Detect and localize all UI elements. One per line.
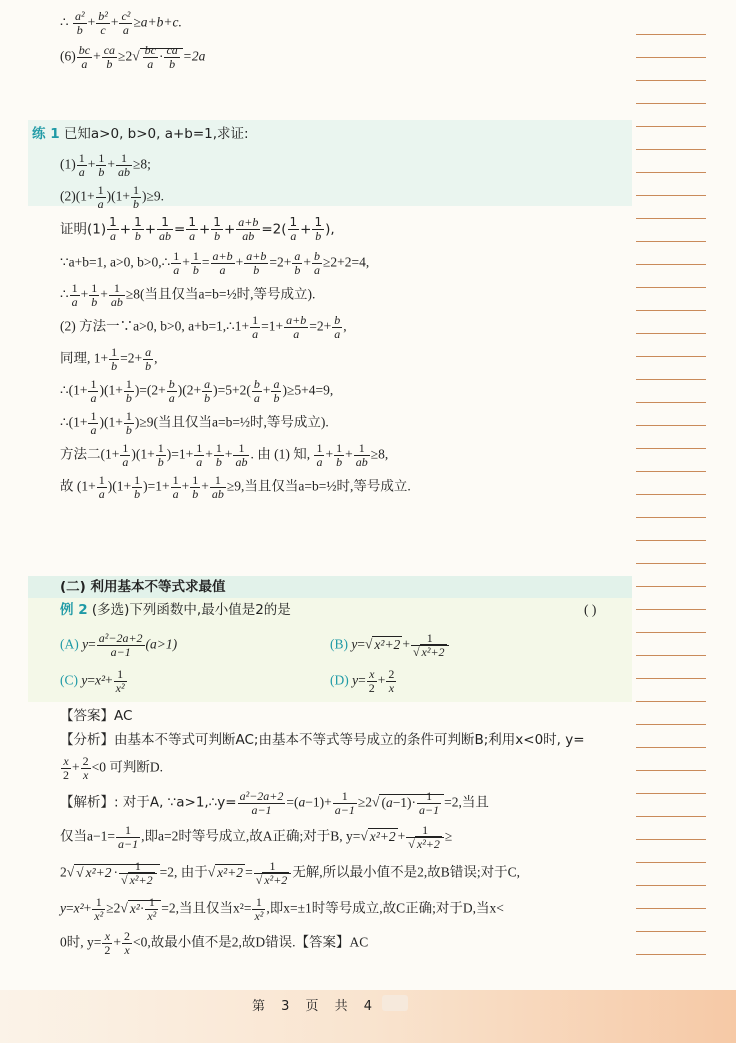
option-d: (D) y= $\frac{x}{2}$ + $\frac{2}{x}$ — [330, 667, 395, 695]
example-statement: 例 2 (多选)下列函数中,最小值是2的是 — [60, 602, 291, 618]
top-line-1: ∴ $\frac{\text{a²}}{b}$ + $\frac{\text{b²}}{c}$ + $\frac{\text{c²}}{a}$ ≥a+b+c. — [60, 9, 182, 37]
solution-line-2: 仅当a−1= $\frac{1}{a-1}$ ,即a=2时等号成立,故A正确;对于B, y=√ x²+2 + $\frac{1}{\text{√ x²+2}}$ ≥ — [60, 823, 453, 851]
analysis-line: 【分析】由基本不等式可判断AC;由基本不等式等号成立的条件可判断B;利用x<0时, y= — [60, 732, 585, 748]
answer-line: 【答案】AC — [60, 708, 133, 724]
solution-line-3: 2√ √ x²+2 · $\frac{1}{\text{√ x²+2}}$ =2, 由于√ x²+2 = $\frac{1}{\text{√ x²+2}}$ 无解,所以最小值不是2,故B错误;对于C, — [60, 859, 520, 887]
page-number: 第 3 页 共 4 — [252, 999, 379, 1014]
proof-line-2: ∵a+b=1, a>0, b>0,∴ $\frac{1}{a}$ + $\frac{1}{b}$ = $\frac{a+b}{a}$ + $\frac{a+b}{b}$ =2+ $\frac{a}{b}$ + $\frac{b}{a}$ ≥2+2=4, — [60, 249, 370, 277]
exercise-statement: 练 1 已知a>0, b>0, a+b=1,求证: — [32, 126, 249, 142]
final-line-1: ∴(1+ $\frac{1}{a}$ )(1+ $\frac{1}{b}$ )=(2+ $\frac{b}{a}$ )(2+ $\frac{a}{b}$ )=5+2( $\frac{b}{a}$ + $\frac{a}{b}$ )≥5+4=9, — [60, 377, 334, 405]
solution-line-4: y=x²+ $\frac{1}{\text{x²}}$ ≥2√ x²· $\frac{1}{\text{x²}}$ =2,当且仅当x²= $\frac{1}{\text{x²}}$ ,即x=±1时等号成立,故C正确;对于D,当x< — [60, 895, 504, 923]
final-line-2: ∴(1+ $\frac{1}{a}$ )(1+ $\frac{1}{b}$ )≥9(当且仅当a=b=½时,等号成立). — [60, 409, 329, 437]
option-b: (B) y=√ x²+2 + $\frac{1}{\text{√ x²+2}}$ — [330, 632, 450, 659]
proof-line-1: 证明(1) $\frac{1}{a}$ + $\frac{1}{b}$ + $\frac{1}{ab}$ = $\frac{1}{a}$ + $\frac{1}{b}$ + $\frac{a+b}{ab}$ =2( $\frac{1}{a}$ + $\frac{1}{b}$ ), — [60, 215, 335, 243]
solution-line-5: 0时, y= $\frac{x}{2}$ + $\frac{2}{x}$ <0,故最小值不是2,故D错误.【答案】AC — [60, 929, 369, 957]
top-line-2: (6) $\frac{bc}{a}$ + $\frac{ca}{b}$ ≥2√ $\frac{bc}{a}$ · $\frac{ca}{b}$ =2a — [60, 43, 206, 71]
conclusion-line: 故 (1+ $\frac{1}{a}$ )(1+ $\frac{1}{b}$ )=1+ $\frac{1}{a}$ + $\frac{1}{b}$ + $\frac{1}{ab}$ ≥9,当且仅当a=b=½时,等号成立. — [60, 473, 411, 501]
analysis-line-2: $\frac{x}{2}$ + $\frac{2}{x}$ <0 可判断D. — [63, 754, 163, 782]
proof-line-3: ∴ $\frac{1}{a}$ + $\frac{1}{b}$ + $\frac{1}{ab}$ ≥8(当且仅当a=b=½时,等号成立). — [60, 281, 316, 309]
section-title: (二) 利用基本不等式求最值 — [60, 579, 226, 595]
answer-paren: ( ) — [584, 602, 597, 617]
exercise-item-2: (2)(1+ $\frac{1}{a}$ )(1+ $\frac{1}{b}$ )≥9. — [60, 183, 165, 211]
method1-line: (2) 方法一∵a>0, b>0, a+b=1,∴1+ $\frac{1}{a}$ =1+ $\frac{a+b}{a}$ =2+ $\frac{b}{a}$ , — [60, 313, 347, 341]
method2-line: 方法二(1+ $\frac{1}{a}$ )(1+ $\frac{1}{b}$ )=1+ $\frac{1}{a}$ + $\frac{1}{b}$ + $\frac{1}{ab}$ . 由 (1) 知, $\frac{1}{a}$ + $\frac{1}{b}$ + $\frac{1}{ab}$ ≥8, — [60, 441, 389, 469]
option-a: (A) y= $\frac{\text{a²−2a+2}}{a-1}$ (a>1) — [60, 631, 178, 659]
exercise-item-1: (1) $\frac{1}{a}$ + $\frac{1}{b}$ + $\frac{1}{ab}$ ≥8; — [60, 151, 151, 179]
smudge — [382, 995, 408, 1011]
same-line: 同理, 1+ $\frac{1}{b}$ =2+ $\frac{a}{b}$ , — [60, 345, 158, 373]
option-c: (C) y=x²+ $\frac{1}{\text{x²}}$ — [60, 667, 125, 695]
solution-line-1: 【解析】: 对于A, ∵a>1,∴y= $\frac{\text{a²−2a+2}}{a-1}$ =(a−1)+ $\frac{1}{a-1}$ ≥2√ (a−1)· $\frac{1}{a-1}$ =2,当且 — [60, 789, 489, 817]
